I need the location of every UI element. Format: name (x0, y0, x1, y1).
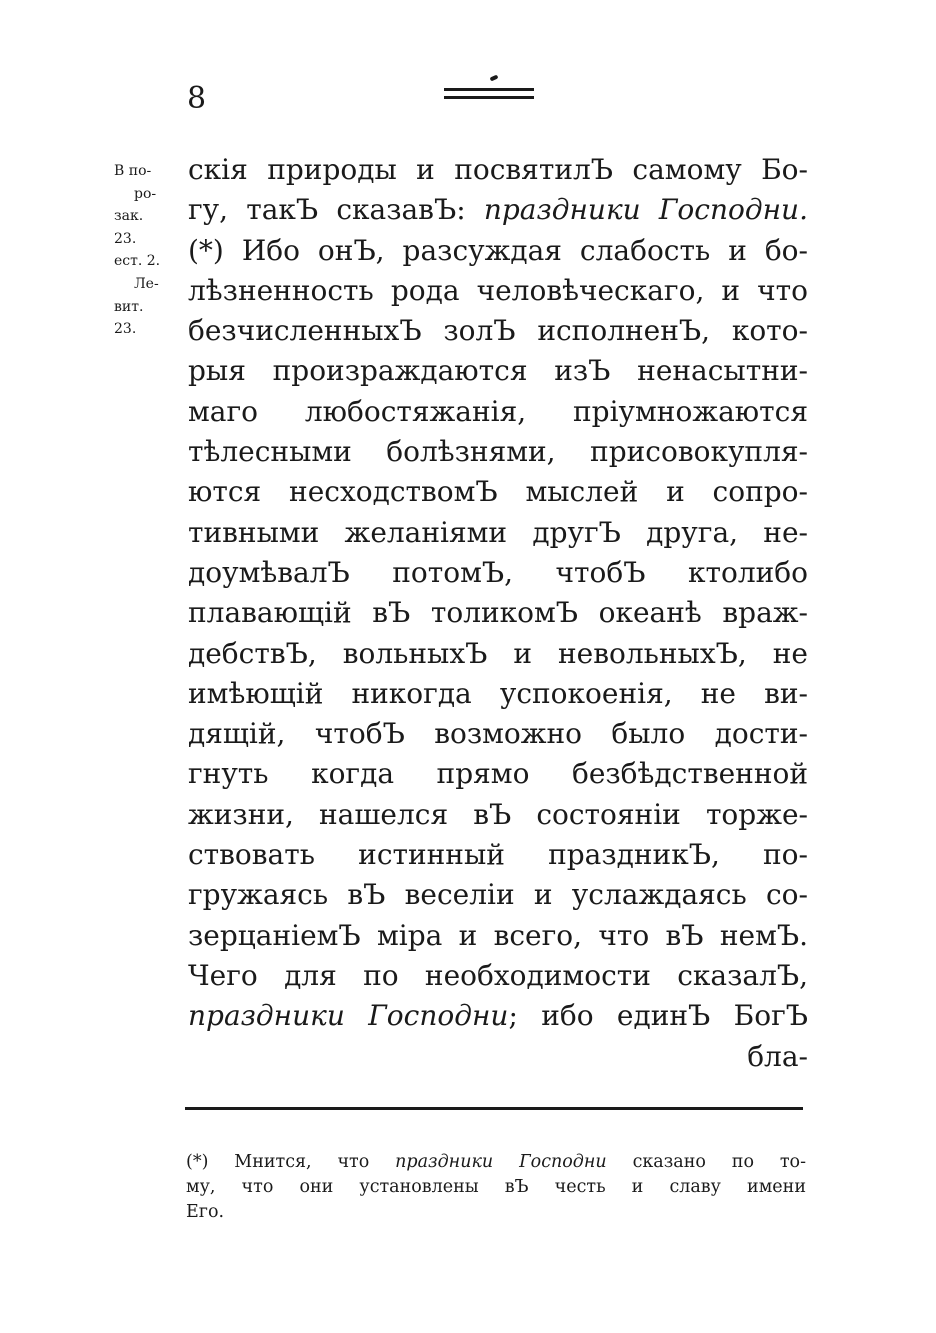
text-line (188, 432, 808, 472)
text-line (188, 875, 808, 915)
text-span: тивными желаніями другЪ друга, не- (188, 515, 808, 549)
text-span: ; ибо единЪ БогЪ (508, 999, 808, 1033)
text-span: дебствЪ, вольныхЪ и невольныхЪ, не (188, 636, 808, 670)
margin-note-line: зак. (114, 208, 144, 225)
text-line (188, 754, 808, 794)
italic-span: праздники Господни. (483, 193, 808, 227)
text-span: плавающій вЪ толикомЪ океанѣ враж- (188, 596, 808, 630)
header-ornament-mark (490, 74, 499, 81)
text-line (188, 956, 808, 996)
text-span: зерцаніемЪ міра и всего, что вЪ немЪ. (188, 918, 808, 952)
margin-note-line: В по- (114, 163, 152, 179)
text-line (188, 392, 808, 432)
text-span: Его. (186, 1202, 225, 1222)
text-line (188, 1037, 808, 1077)
page-number: 8 (187, 81, 207, 116)
text-span: маго любостяжанія, пріумножаются (188, 394, 808, 428)
text-span: (*) Ибо онЪ, разсуждая слабость и бо- (188, 233, 808, 267)
text-span: гу, такЪ сказавЪ: (188, 193, 484, 227)
text-line (188, 714, 808, 754)
text-line (188, 472, 808, 512)
text-line (188, 311, 808, 351)
text-span: му, что они установлены вЪ честь и славу имени (186, 1177, 806, 1197)
text-span: скія природы и посвятилЪ самому Бо- (188, 153, 808, 186)
main-text (188, 150, 808, 1077)
text-span: рыя произраждаются изЪ ненасытни- (188, 354, 808, 388)
text-line (188, 513, 808, 553)
text-line (188, 996, 808, 1036)
text-line (188, 231, 808, 271)
text-line (188, 150, 808, 190)
text-span: Чего для по необходимости сказалЪ, (188, 958, 808, 992)
footnote (186, 1150, 806, 1225)
text-span: сказано по то- (606, 1152, 806, 1172)
text-line (188, 916, 808, 956)
text-span: жизни, нашелся вЪ состояніи торже- (188, 797, 808, 831)
margin-note-line: 23. (114, 230, 137, 247)
footnote-line (186, 1150, 806, 1175)
margin-note-line: ро- (134, 185, 157, 202)
text-span: безчисленныхЪ золЪ исполненЪ, кото- (188, 314, 808, 348)
text-line (188, 593, 808, 633)
text-span: ствовать истинный праздникЪ, по- (188, 838, 808, 872)
header-double-rule (444, 88, 534, 100)
margin-note (114, 160, 184, 341)
text-span: гружаясь вЪ веселіи и услаждаясь со- (188, 878, 808, 912)
text-line (188, 795, 808, 835)
footnote-line (186, 1175, 806, 1200)
text-line (188, 634, 808, 674)
text-line (188, 674, 808, 714)
text-span: (*) Мнится, что (186, 1152, 396, 1172)
text-span: доумѣвалЪ потомЪ, чтобЪ ктолибо (188, 555, 808, 589)
text-span: ются несходствомЪ мыслей и сопро- (188, 475, 808, 509)
text-line (188, 835, 808, 875)
text-line (188, 271, 808, 311)
text-span: тѣлесными болѣзнями, присовокупля- (188, 435, 808, 469)
text-span: имѣющій никогда успокоенія, не ви- (188, 676, 808, 710)
italic-span: праздники Господни (395, 1152, 607, 1172)
margin-note-line: Ле- (134, 275, 159, 292)
footnote-rule (185, 1107, 803, 1110)
text-span: бла- (747, 1039, 808, 1073)
text-line (188, 190, 808, 230)
text-span: лѣзненность рода человѣческаго, и что (188, 273, 808, 307)
text-span: гнуть когда прямо безбѣдственной (188, 757, 808, 791)
text-line (188, 351, 808, 391)
text-span: дящій, чтобЪ возможно было дости- (188, 717, 808, 751)
margin-note-line: 23. (114, 321, 137, 338)
italic-span: праздники Господни (188, 999, 509, 1033)
text-line (188, 553, 808, 593)
margin-note-line: ест. 2. (114, 253, 161, 270)
margin-note-line: вит. (114, 298, 144, 315)
footnote-line (186, 1200, 806, 1225)
